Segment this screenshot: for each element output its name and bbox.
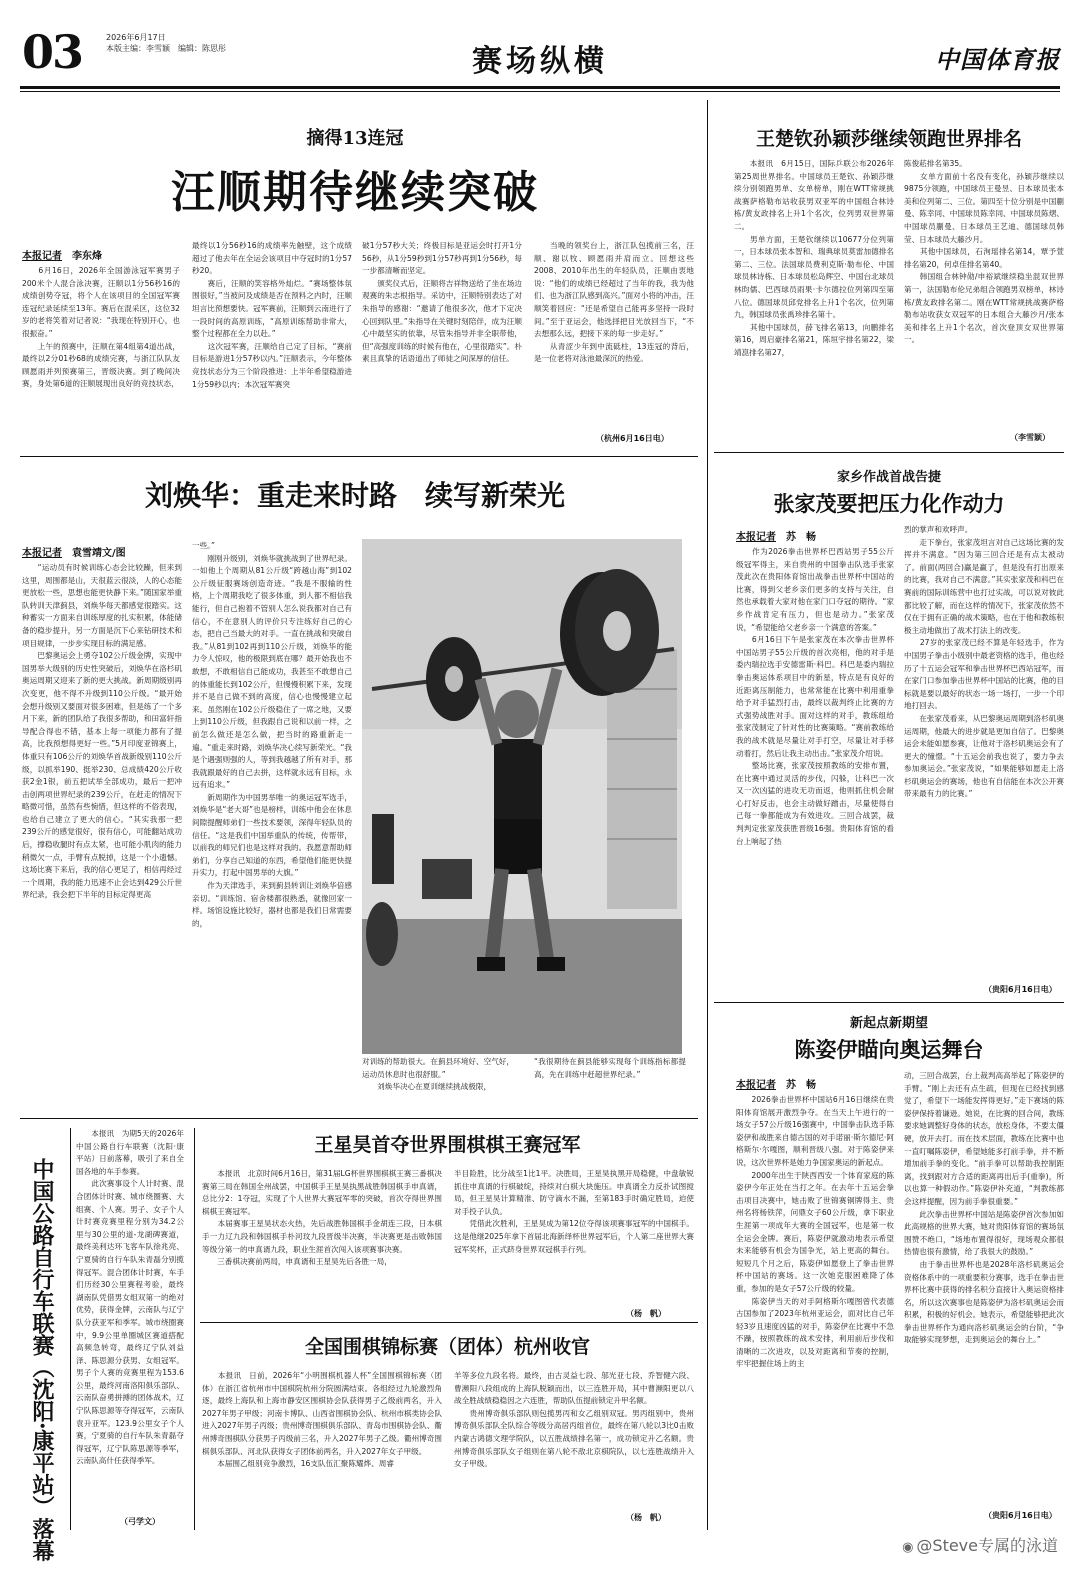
photo-illustration — [362, 539, 682, 1054]
story1-dateline: （杭州6月16日电） — [596, 434, 669, 443]
column-divider-left — [70, 1128, 71, 1530]
story5-kicker: 新起点新期望 — [849, 1016, 928, 1031]
story2-col1: “运动员有时候训练心态会比较躁，但来到这里，周围都是山，天很蓝云很淡，人的心态能更放松一些，思想也能更快静下来。”随国家举重队转训天津蓟县，刘焕华每天都感觉很踏实。这种蓄实一方面来自训练厚度的扎实积累，体能储备的稳步提升，另一方面是沉下心来钻研技术和项目规律，一步步实现目标的满足感。 巴黎奥运会上勇夺102公斤级金牌，实现中国男举大级别的历史性突破后，刘焕华在洛杉矶奥运周期又迎来了新的更大挑战。新周期级别再次变更，他不得不升级到110公斤级。“最开始会想升级别又要面对很多困难，但是练了一个多月下来，新的团队给了我很多帮助，和田富轩指导配合得也不错，基本上每一项能力都有了提高，比我预想得更好一些。”5月印度亚锦赛上，体重只有106公斤的刘焕华首战新级别110公斤级，以抓举190、挺举230、总成绩420公斤收获2金1银，前五把试举全部成功，最后一把冲击创两项世界纪录的239公斤，在赶走的情况下略微可惜，虽然有些惋惜，但这样的不俗表现，也给自己建立了更大的信心。“其实我那一把239公斤的感觉很好，很有信心，可能翻站成功后，撑稳收腿时有点太紧，也可能小肌肉的能力稍微欠一点，手臂有点脱掉，这是一个小遗憾。这场比赛下来后，我的信心更足了，相信再经过一个周期，我的能力迅速不止会达到429公斤世界纪录，我会把下半年的目标定得更高 — [22, 563, 182, 900]
story4-col1: 作为2026拳击世界杯巴西站男子55公斤级冠军得主，来自贵州的中国拳击队选手张家茂此次在贵阳体育馆出战拳击世界杯中国站的比赛，得到父老乡亲们更多的支持与关注，自然也承载着大家对他在家门口夺冠的期待。“家乡作战肯定有压力，但也是动力。”张家茂说，“希望能给父老乡亲一个满意的答案。” 6月16日下午是张家茂在本次拳击世界杯中国站男子55公斤级的首次亮相，他的对手是委内瑞拉选手安德雷斯·科巴。科巴是委内瑞拉拳击奥运体系项目中的新星，特点是有良好的近距离压制能力，也常常能在比赛中利用重拳给予对手猛烈打击，最终以裁判终止比赛的方式强势战胜对手。面对这样的对手，教练组给张家茂制定了针对性的比赛策略。“赛前教练给我的战术就是尽量让对手打空，尽量让对手移动着打，然后让我主动出击。”张家茂介绍说。 整场比赛，张家茂按照教练的安排布置，在比赛中通过灵活的步伐，闪躲，让科巴一次又一次凶猛的进攻无功而返，他则抓住机会耐心打好反击，也会主动做好蹭击，尽量使得自己每一拳都能成为有效进攻。三回合战罢，裁判判定张家茂获胜晋级16强。贵阳体育馆的看台上响起了热 — [736, 547, 894, 846]
story8-headline: 中国公路自行车联赛（沈阳·康平站）落幕 — [29, 1158, 55, 1562]
story1-col3: 破1分57秒大关；终极目标是亚运会时打开1分56秒，从1分59秒到1分57秒再到1分56秒，每一步都清晰而坚定。 颁奖仪式后，汪顺将吉祥物送给了坐在场边观赛的朱志根指导。采访中，汪顺特别表达了对朱指导的感谢：“邀请了他很多次，他才下定决心回到队里。”朱指导在关键时刻陪伴，成为汪顺心中最坚实的依靠，尽管朱指导并非全职带他，但“高强度训练的时候有他在，心里很踏实”。朴素且真挚的话语道出了师徒之间深厚的信任。 — [362, 241, 522, 364]
story1-byline: 本报记者 李东烽 — [22, 251, 102, 262]
story7-col2: 羊等多位九段名将。最终，由古灵益七段、邬光亚七段、乔智健六段、曹濒阳八段组成的上海队脱颖而出，以三连胜开局，其中曹濒阳更以八战全胜战绩稳稳因之六连胜，帮助队伍提前锁定升甲名额。 贵州博奇俱乐部队则包揽男丙和女乙组别双冠。男丙组别中，贵州博奇俱乐部队全队综合等级分高居丙组首位，最终在第八轮以3比0击败内蒙古鸿德文理学院队，以五胜战绩排名第一，成功锁定升乙名额。贵州博奇俱乐部队女子组则在第八轮不敌北京棋院队，以七连胜战绩升入女子甲级。 — [454, 1371, 694, 1469]
watermark — [902, 1533, 1058, 1556]
story5-dateline: （贵阳6月16日电） — [984, 1511, 1057, 1520]
page-number: 03 — [22, 25, 83, 79]
story6-col1: 本报讯 北京时间6月16日，第31届LG杯世界围棋棋王赛三番棋决赛第三局在韩国全州战罢，中国棋手王星昊执黑战胜韩国棋手申真谞，总比分2：1夺冠，实现了个人世界大赛冠军零的突破，首次夺得世界围棋棋王赛冠军。 本届赛事王星昊状态火热，先后战胜韩国棋手金胡连三段，日本棋手一力辽九段和韩国棋手朴河玟九段晋级半决赛，半决赛更是击败韩国等级分第一的申真谞九段，职业生涯首次闯入该项赛事决赛。 三番棋决赛前两局，申真谞和王星昊先后各胜一局， — [202, 1169, 442, 1267]
story3-dateline: （李雪颖） — [1010, 433, 1050, 442]
story8-dateline: （弓学文） — [120, 1517, 160, 1526]
story4-byline: 本报记者 苏 畅 — [736, 532, 816, 543]
story2-col4: “我很期待在蓟县能够实现每个训练指标都提高，先在训练中赶超世界纪录。” — [534, 1057, 686, 1079]
story4-headline: 张家茂要把压力化作动力 — [773, 491, 1005, 516]
story2-col3: 对训练的帮助很大。在蓟县环境好、空气好，运动员休息时也很舒服。” 刘焕华决心在夏训继续挑战极限， — [362, 1057, 514, 1092]
issue-date: 2026年6月17日 — [106, 33, 166, 42]
story5-byline: 本报记者 苏 畅 — [736, 1080, 816, 1091]
story2-headline: 刘焕华：重走来时路 续写新荣光 — [144, 479, 565, 512]
story7-col1: 本报讯 日前，2026年“小明围棋机器人杯”全国围棋锦标赛（团体）在浙江省杭州市中国棋院杭州分院圆满结束。各组经过九轮激烈角逐，最终上海队和上海市静安区围棋协会队获得男子乙级前两名，升入2027年男子甲级；河南卡博队、山西省围棋协会队、杭州市棋类协会队进入2027年男子丙级；贵州博奇围棋俱乐部队、青岛市围棋协会队、衢州博奇围棋队分获男子丙级前三名，升入2027年男子乙级。衢州博奇围棋俱乐部队、河北队获得女子团体前两名，升入2027年女子甲级。 本届围乙组别竞争激烈，16支队伍汇聚陈耀烨、周睿 — [202, 1371, 442, 1469]
story4-col2: 烈的掌声和欢呼声。 走下拳台，张家茂坦言对自己这场比赛的发挥并不满意。“因为第三回合还是有点太被动了。前面(两回合)赢是赢了，但是没有打出原来的比赛，我对自己不满意。”其实张家茂和科巴在赛前的国际训练营中也打过实战，可以说对彼此都比较了解，而在这样的情况下，张家茂依然不仅在于拥有正确的战术策略，也在于他和教练积极主动地做出了战术打法上的改变。 27岁的张家茂已经不算是年轻选手，作为中国男子拳击小级别中最老资格的选手，他也经历了十五运会冠军和拳击世界杯巴西站冠军，而在家门口参加拳击世界杯中国站的比赛，他的目标就是要以最好的状态一场一场打，一步一个印地打回去。 在张家茂看来，从巴黎奥运周期到洛杉矶奥运周期，他最大的进步就是更加自信了。巴黎奥运会未能如愿参赛，让他对于洛杉矶奥运会有了更大的憧憬。“十五运会前我也说了，要力争去参加奥运会。”张家茂说，“如果能够如愿走上洛杉矶奥运会的赛场，他也有自信能在本次公开赛带来最有力的比赛。” — [904, 525, 1064, 799]
story1-kicker: 摘得13连冠 — [306, 128, 404, 149]
story7-headline: 全国围棋锦标赛（团体）杭州收官 — [304, 1336, 590, 1358]
story1-col4: 当晚的领奖台上，浙江队包揽前三名，汪顺、谢以牧、顾愿雨并肩而立。回想这些2008、2010年出生的年轻队员，汪顺由衷地说：“他们的成绩已经超过了当年的我，我为他们、也为浙江队感到高兴。”面对小将的冲击，汪顺笑着回应：“还是希望自己能再多坚持一段时间。”至于亚运会，他选择把目光放回当下，“不去想那么远，把接下来的每一步走好。” 从青涩少年到中流砥柱，13连冠的背后，是一位老将对泳池最深沉的热爱。 — [534, 241, 694, 364]
story2-byline: 本报记者 袁雪靖文/图 — [22, 548, 126, 559]
story8-col1: 本报讯 为期5天的2026年中国公路自行车联赛（沈阳·康平站）日前落幕，吸引了来自全国各地的车手参赛。 此次赛事设个人计时赛、混合团体计时赛、城市绕圈赛、大组赛、个人赛。男子、女子个人计时赛竞赛里程分别为34.2公里与30公里的道-龙湖碑赛道，最终美利达环飞客车队徐兆亮、宁夏骑的自行车队朱青磊分别揽得冠军。混合团体计时赛，车手们历经30公里赛程考验，最终湖南队凭借男女组双第一的绝对优势，获得金牌，云南队与辽宁队分获亚军和季军。城市绕圈赛中，9.9公里单圈城区赛道搭配高频急转弯，最终辽宁队刘益泽、陈思源分获男、女组冠军。男子个人赛的竞赛里程为153.6公里，最终河南洛阳俱乐部队、云南队奋勇拼搏的团体战术，辽宁队陈思源等夺得冠军，云南队袁升亚军。123.9公里女子个人赛，宁夏骑的自行车队朱青磊夺得冠军，辽宁队陈思源等季军，云南队高什任获得季军。 — [76, 1129, 184, 1466]
section-title: 赛场纵横 — [472, 44, 608, 79]
story6-dateline: （杨 帆） — [626, 1309, 666, 1318]
divider — [714, 452, 1064, 453]
column-divider — [707, 100, 708, 1530]
story1-col1: 6月16日，2026年全国游泳冠军赛男子200米个人混合泳决赛，汪顺以1分56秒16的成绩创势夺冠，将个人在该项目的全国冠军赛连冠纪录延续至13年。赛后在混采区，这位32岁的老将笑着对记者说：“我现在特别开心，也很振奋。” 上午的预赛中，汪顺在第4组第4道出战，最终以2分01秒68的成绩完赛，与浙江队队友顾愿雨并列预赛第三，晋级决赛。到了晚间决赛，身处第6道的汪顺展现出良好的竞技状态， — [22, 266, 180, 389]
column-divider — [194, 1128, 195, 1530]
story5-headline: 陈姿伊瞄向奥运舞台 — [794, 1037, 984, 1062]
weightlifter-photo — [362, 539, 682, 1054]
story2-col2: 一些。” 刚刚升级别，刘焕华就挑战到了世界纪录。一如他上个周期从81公斤级“跨越山海”到102公斤级征服赛场创造奇迹。“我是不服输的性格，上个周期我吃了很多体重，到人都不相信我能行，但自己抱着不管别人怎么说我都对自己有信心，不在意别人的评价只专注练好自己的心态，把自己当最大的对手。一直在挑战和突破自我。”从81到102再到110公斤级，刘焕华的能力令人惊叹，他的极限到底在哪？最开始我也不敢想，不敢相信自己能成功，我甚至不敢想自己的体重能长到102公斤，但慢慢积累下来，发现并不是自己做不到的高度，信心也慢慢建立起来。虽然刚在102公斤级稳住了一席之地，又要上到110公斤级，但我跟自己说和以前一样，之前怎么做还是怎么做，把当时的路重新走一遍。“重走来时路，刘焕华决心续写新荣光。“我是个遇强则强的人，等到我越越了所有对手，那我就跟最好的自己去拼，这样就永远有目标，永远有追求。” 新周期作为中国男举唯一的奥运冠军选手，刘焕华是“老大哥”也是榜样，训练中他会在休息间隙提醒师弟们一些技术要领，深得年轻队员的信任。“这是我们中国举重队的传统，传帮带，以前我的师兄们也是这样对我的。我愿意帮助师弟们，分享自己知道的东西，希望他们能更快提升实力，打起中国男举的大旗。” 作为天津选手，来到蓟县转训让刘焕华倍感亲切。“训练馆、宿舍楼都很熟悉，就像回家一样。场馆设施比较好，器材也都是我们日常需要的， — [192, 541, 352, 928]
weibo-icon: ◉ — [902, 1540, 914, 1555]
story1-col2: 最终以1分56秒16的成绩率先触壁，这个成绩超过了他去年在全运会该项目中夺冠时的1分57秒20。 赛后，汪顺的笑容格外灿烂。“赛场整体氛围很好，”当被问及成绩是否在预料之内时，汪顺坦言比预想要快。冠军赛前，汪顺到云南进行了一段时间的高原训练，“高原训练帮助非常大，整个过程都在全力以赴。” 这次冠军赛，汪顺给自己定了目标，“赛前目标是游进1分57秒以内。”汪顺表示，今年整体竞技状态分为三个阶段推进：上半年希望稳游进1分59秒以内；本次冠军赛突 — [192, 241, 352, 389]
header-rule-thin — [20, 91, 1060, 92]
watermark-text: @Steve专属的泳道 — [916, 1536, 1058, 1555]
story6-col2: 半目险胜，比分战至1比1平。决胜局，王星昊执黑开局稳健，中盘敏锐抓住申真谞的行棋破绽，持续对白棋大块施压。申真谞全力反扑试图搅局，但王星昊计算精准、防守滴水不漏，至第183手时确定胜局，迫使对手投子认负。 凭借此次胜利，王星昊成为第12位夺得该项赛事冠军的中国棋手。这是他继2025年拿下首届北海新绎杯世界冠军后，个人第二座世界大赛冠军奖杯，正式跻身世界双冠棋手行列。 — [454, 1169, 694, 1254]
story1-headline: 汪顺期待继续突破 — [171, 167, 539, 218]
story5-col2: 动，三回合战罢，台上裁判高高举起了陈姿伊的手臂。“刚上去还有点生疏，但现在已经找到感觉了，希望下一场能发挥得更好。”走下赛场的陈姿伊保持着谦逊。她说，在比赛的回合间，教练要求她调整好身体的状态，放松身体，不要太僵硬，放开去打。而在技术层面，教练在比赛中也一直叮嘱陈姿伊，希望她能多打前手拳，并不断增加前手拳的变化。“前手拳可以帮助我控制距离，找到跟对方合适的距离再出后手(重拳)，所以也算一种假动作。”陈姿伊补充道，“判教练都会这样提醒，因为前手拳很重要。” 此次拳击世界杯中国站是陈姿伊首次参加如此高规格的世界大赛，她对贵阳体育馆的赛场氛围赞不绝口，“场地布置得很好，现场观众都很热情也很有激情，给了我很大的鼓励。” 由于拳击世界杯也是2028年洛杉矶奥运会资格体系中的一项重要积分赛事，选手在拳击世界杯比赛中获得的排名积分直接计入奥运资格排名，所以这次赛事也是陈姿伊为洛杉矶奥运会而积累，积极的好机会。她表示，希望能够把此次拳击世界杯作为通向洛杉矶奥运会的台阶，“争取能够实现梦想，走到奥运会的舞台上。” — [904, 1071, 1064, 1345]
masthead-logo: 中国体育报 — [935, 45, 1060, 74]
divider — [714, 1002, 1064, 1003]
story3-headline: 王楚钦孙颖莎继续领跑世界排名 — [755, 128, 1022, 150]
story4-kicker: 家乡作战首战告捷 — [836, 470, 941, 485]
story3-col1: 本报讯 6月15日，国际乒联公布2026年第25周世界排名。中国球员王楚钦、孙颖莎继续分别领跑男单、女单榜单，刚在WTT常规挑战赛萨格勒布站收获男双亚军的中国组合林诗栋/黄友政排名上升1个名次，位列男双世界第二。 男单方面，王楚钦继续以10677分位列第一，日本球员张本智和、瑞典球员莫雷加德排名第二、三位。法国球员费利克斯·勒布伦、中国球员林诗栋、日本球员松岛辉空、中国台北球员林昀儒、巴西球员雨果·卡尔德拉位列第四至第八位。德国球员邱党排名上升1个名次，位列第九，韩国球员张禹珍排名第十。 其他中国球员，薛飞排名第13，向鹏排名第16，周启豪排名第21，陈垣宇排名第22，梁靖崑排名第27， — [734, 159, 894, 357]
story3-col2: 陈俊菘排名第35。 女单方面前十名没有变化，孙颖莎继续以9875分领跑，中国球员王曼昱、日本球员张本美和位列第二、三位。第四至十位分别是中国蒯曼、陈幸同、中国球员陈幸同、中国球员陈熠、中国球员蒯曼、日本球员王艺迪、德国球员韩莹、日本球员大藤沙月。 其他中国球员，石洵瑶排名第14，覃予萱排名第20，何卓佳排名第40。 韩国组合林钟勋/申裕斌继续稳坐混双世界第一，法国勒布伦兄弟组合领跑男双榜单，林诗栋/黄友政排名第二。刚在WTT常规挑战赛萨格勒布站收获女双冠军的日本组合大藤沙月/张本美和排名上升1个名次，首次登顶女双世界第一。 — [904, 159, 1064, 345]
story5-col1: 2026拳击世界杯中国站6月16日继续在贵阳体育馆展开激烈争夺。在当天上午进行的一场女子57公斤级16强赛中，中国拳击队选手陈姿伊和战胜来自德古国的对手诺丽·斯尔德尼·阿格斯尔·尔嘎图，顺利晋级八强。对于陈姿伊来说，这次世界杯是她力争国家奥运的新起点。 2000年出生于陕西西安一个体育家庭的陈姿伊今年正处在当打之年。在去年十五运会拳击项目决赛中，她击败了世锦赛铜牌得主、贵州名将杨铁萍，问鼎女子60公斤级，拿下职业生涯第一项成年大赛的全国冠军，也是第一枚全运会金牌。赛后，陈姿伊就激动地表示希望未来能够有机会为国争光，站上更高的舞台。短短几个月之后，陈姿伊如愿登上了拳击世界杯中国站的赛场。这一次她克服困难降了体重，参加的是女子57公斤级的较量。 陈姿伊当天的对手阿格斯尔嘎图曾代表德古国参加了2023年杭州亚运会，面对比自己年轻3岁且速度凶猛的对手，陈姿伊在比赛中不急不躁，按照教练的战术安排，利用前后步伐和清晰的二次进攻，以及对距离和节奏的控制，牢牢把握住场上的主 — [736, 1095, 894, 1369]
header-rule — [20, 86, 1060, 89]
divider — [20, 1118, 698, 1119]
story6-headline: 王星昊首夺世界围棋棋王赛冠军 — [314, 1134, 581, 1156]
divider — [20, 456, 698, 457]
editor-line: 本版主编：李雪颖 编辑：陈思彤 — [106, 44, 226, 53]
page-header — [20, 26, 1060, 84]
divider — [200, 1322, 698, 1323]
story4-dateline: （贵阳6月16日电） — [984, 985, 1057, 994]
story7-dateline: （杨 帆） — [626, 1513, 666, 1522]
